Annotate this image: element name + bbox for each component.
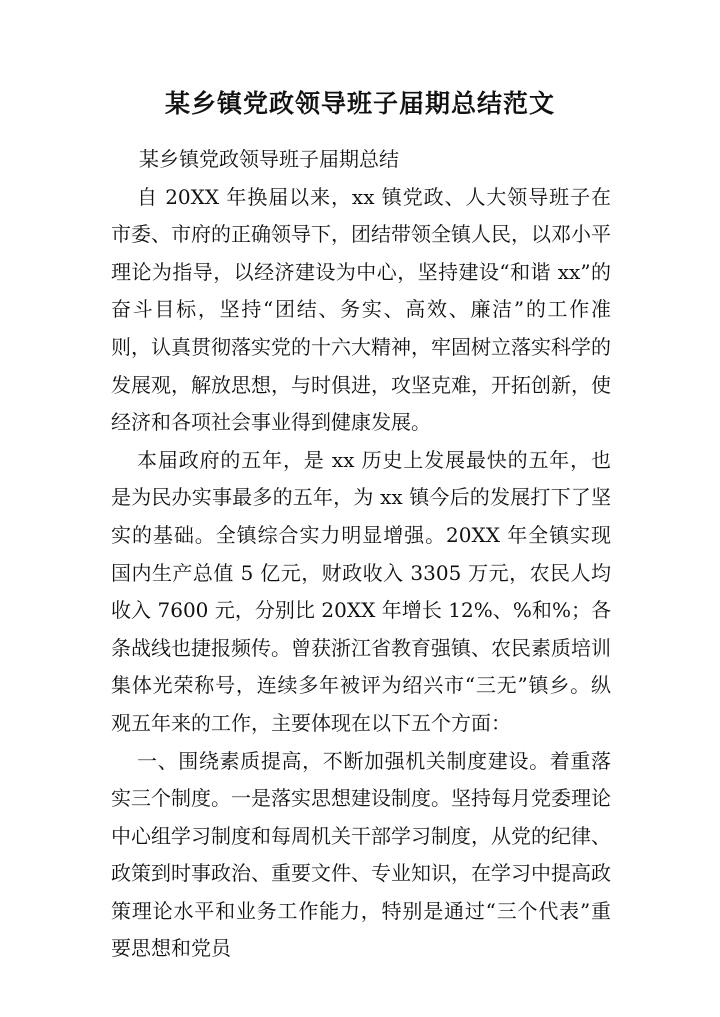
paragraph-intro: 自 20XX 年换届以来，xx 镇党政、人大领导班子在市委、市府的正确领导下，团结带领全镇人民，以邓小平理论为指导，以经济建设为中心，坚持建设“和谐 xx”的奋斗目标，坚持“团结、务实、高效、廉洁”的工作准则，认真贯彻落实党的十六大精神，牢固树立落实科学的发展观，解放思想，与时俱进，攻坚克难，开拓创新，使经济和各项社会事业得到健康发展。 (111, 184, 611, 435)
paragraph-section-one: 一、围绕素质提高，不断加强机关制度建设。着重落实三个制度。一是落实思想建设制度。坚持每月党委理论中心组学习制度和每周机关干部学习制度，从党的纪律、政策到时事政治、重要文件、专业知识，在学习中提高政策理论水平和业务工作能力，特别是通过“三个代表”重要思想和党员 (111, 748, 611, 961)
document-body (111, 141, 611, 968)
document-subtitle: 某乡镇党政领导班子届期总结 (139, 147, 399, 171)
paragraph-achievements: 本届政府的五年，是 xx 历史上发展最快的五年，也是为民办实事最多的五年，为 xx 镇今后的发展打下了坚实的基础。全镇综合实力明显增强。20XX 年全镇实现国内生产总值 5 亿元，财政收入 3305 万元，农民人均收入 7600 元，分别比 20XX 年增长 12%、%和%；各条战线也捷报频传。曾获浙江省教育强镇、农民素质培训集体光荣称号，连续多年被评为绍兴市“三无”镇乡。纵观五年来的工作，主要体现在以下五个方面： (111, 447, 611, 735)
document-title: 某乡镇党政领导班子届期总结范文 (164, 89, 555, 118)
